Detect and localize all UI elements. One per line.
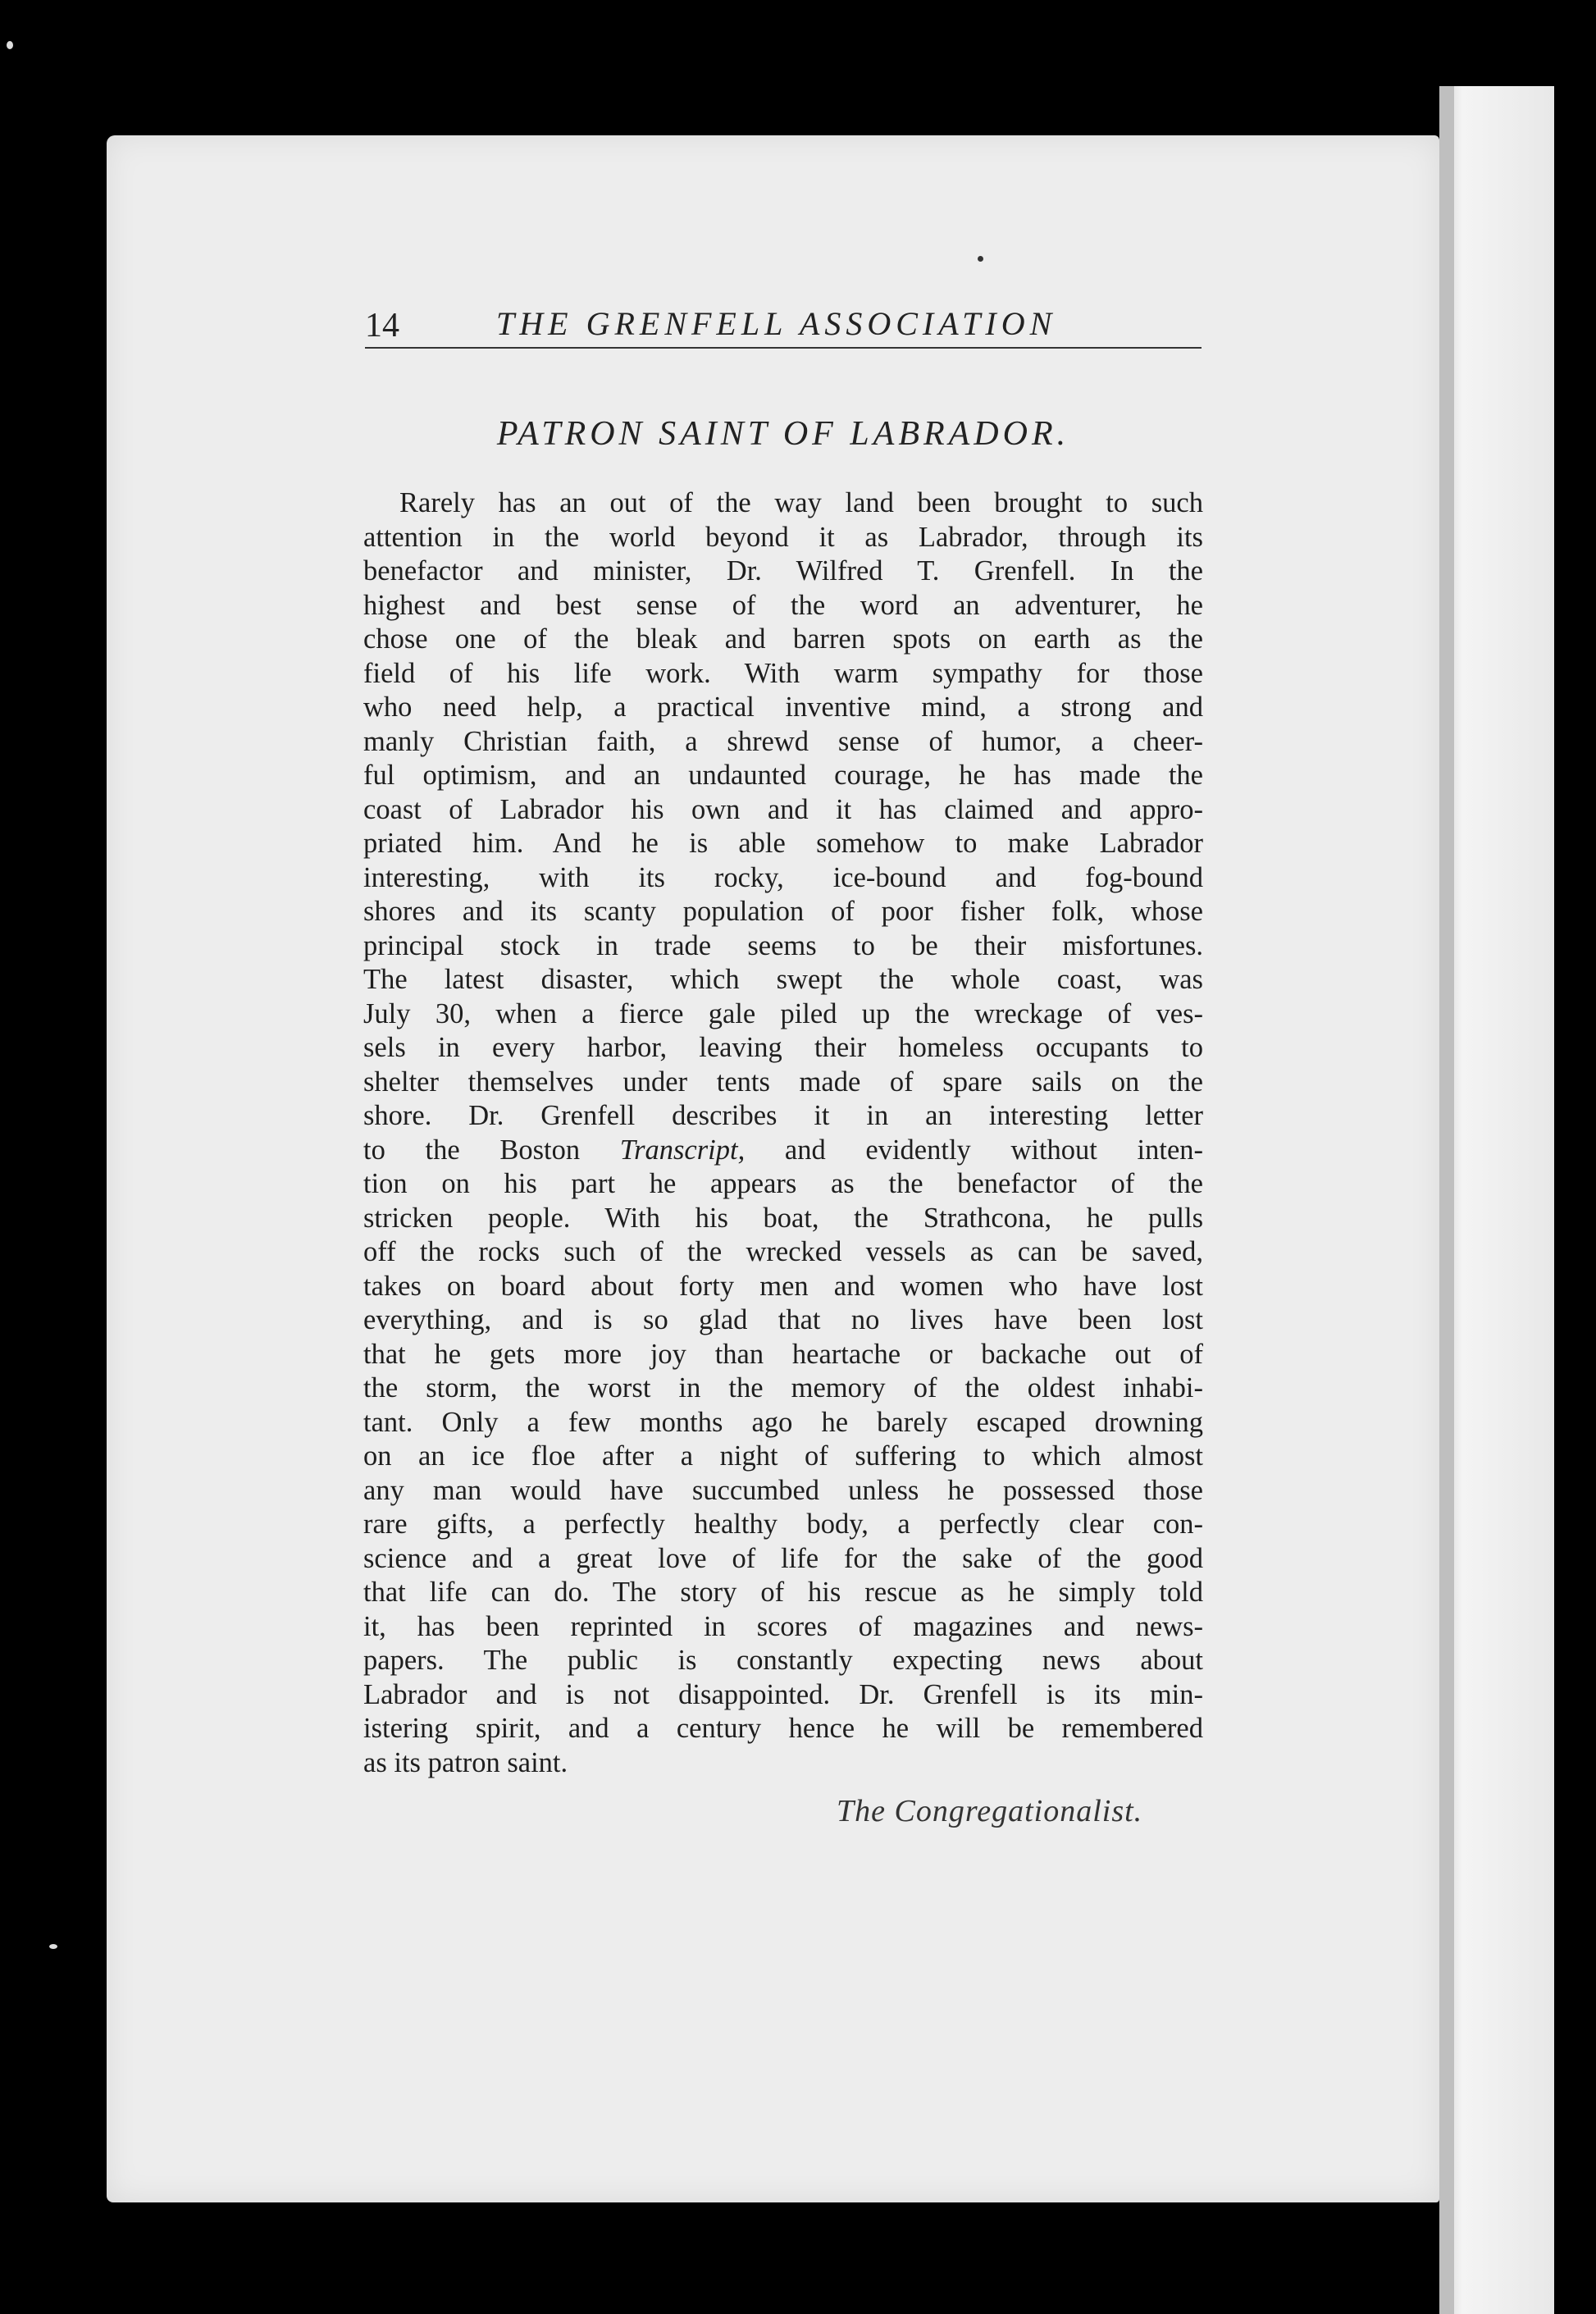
text-line: off the rocks such of the wrecked vessels as can be saved, (363, 1236, 1203, 1267)
text-line: stricken people. With his boat, the Strathcona, he pulls (363, 1202, 1203, 1234)
text-line: priated him. And he is able somehow to make Labrador (363, 828, 1203, 859)
text-line: as its patron saint. (363, 1746, 568, 1778)
text-line: science and a great love of life for the sake of the good (363, 1542, 1203, 1574)
source-attribution: The Congregationalist. (837, 1794, 1143, 1828)
running-head: THE GRENFELL ASSOCIATION (496, 305, 1057, 342)
text-line: highest and best sense of the word an adventurer, he (363, 589, 1203, 621)
italic-newspaper-title: Transcript, (619, 1134, 746, 1166)
text-segment: and evidently without inten- (784, 1134, 1204, 1166)
text-line: everything, and is so glad that no lives have been lost (363, 1304, 1203, 1335)
text-line: tant. Only a few months ago he barely escaped drowning (363, 1406, 1203, 1438)
scan-speck (978, 256, 983, 262)
scan-speck (49, 1944, 57, 1949)
text-line: that he gets more joy than heartache or backache out of (363, 1338, 1203, 1370)
text-line: on an ice floe after a night of suffering to which almost (363, 1440, 1203, 1472)
page-gutter-shadow (1439, 86, 1454, 2314)
text-line: shelter themselves under tents made of spare sails on the (363, 1066, 1203, 1098)
text-line: benefactor and minister, Dr. Wilfred T. Grenfell. In the (363, 555, 1203, 586)
text-line: it, has been reprinted in scores of magazines and news- (363, 1610, 1203, 1642)
text-line: tion on his part he appears as the benefactor of the (363, 1168, 1203, 1199)
text-line: any man would have succumbed unless he possessed those (363, 1474, 1203, 1506)
text-line: ful optimism, and an undaunted courage, he has made the (363, 760, 1203, 791)
text-line: coast of Labrador his own and it has claimed and appro- (363, 793, 1203, 825)
text-line: manly Christian faith, a shrewd sense of humor, a cheer- (363, 725, 1203, 757)
text-line: papers. The public is constantly expecting news about (363, 1645, 1203, 1676)
page-number: 14 (365, 307, 399, 345)
facing-page-edge (1439, 86, 1554, 2314)
text-line: chose one of the bleak and barren spots on earth as the (363, 623, 1203, 655)
text-line: interesting, with its rocky, ice-bound and fog-bound (363, 861, 1203, 893)
text-line: Rarely has an out of the way land been brought to such (399, 487, 1203, 518)
text-line-with-italic (363, 1134, 1203, 1168)
text-line: attention in the world beyond it as Labrador, through its (363, 521, 1203, 553)
text-line: that life can do. The story of his rescue as he simply told (363, 1577, 1203, 1608)
text-line: the storm, the worst in the memory of the oldest inhabi- (363, 1372, 1203, 1403)
text-line: principal stock in trade seems to be their misfortunes. (363, 929, 1203, 961)
article-body (363, 486, 1203, 1780)
text-line: takes on board about forty men and women who have lost (363, 1270, 1203, 1302)
text-line: istering spirit, and a century hence he will be remembered (363, 1713, 1203, 1744)
text-line: July 30, when a fierce gale piled up the wreckage of ves- (363, 997, 1203, 1029)
text-line: sels in every harbor, leaving their homeless occupants to (363, 1032, 1203, 1063)
text-line: field of his life work. With warm sympathy for those (363, 657, 1203, 689)
text-line: Labrador and is not disappointed. Dr. Grenfell is its min- (363, 1678, 1203, 1710)
page-header (365, 301, 1202, 349)
text-line: shore. Dr. Grenfell describes it in an interesting letter (363, 1100, 1203, 1131)
text-line: shores and its scanty population of poor fisher folk, whose (363, 896, 1203, 927)
text-line: who need help, a practical inventive mind, a strong and (363, 691, 1203, 723)
scan-speck (7, 41, 13, 49)
text-line: The latest disaster, which swept the whole coast, was (363, 964, 1203, 995)
text-line: rare gifts, a perfectly healthy body, a perfectly clear con- (363, 1508, 1203, 1540)
article-title: PATRON SAINT OF LABRADOR. (496, 415, 1070, 453)
text-segment: to the Boston (363, 1134, 581, 1166)
